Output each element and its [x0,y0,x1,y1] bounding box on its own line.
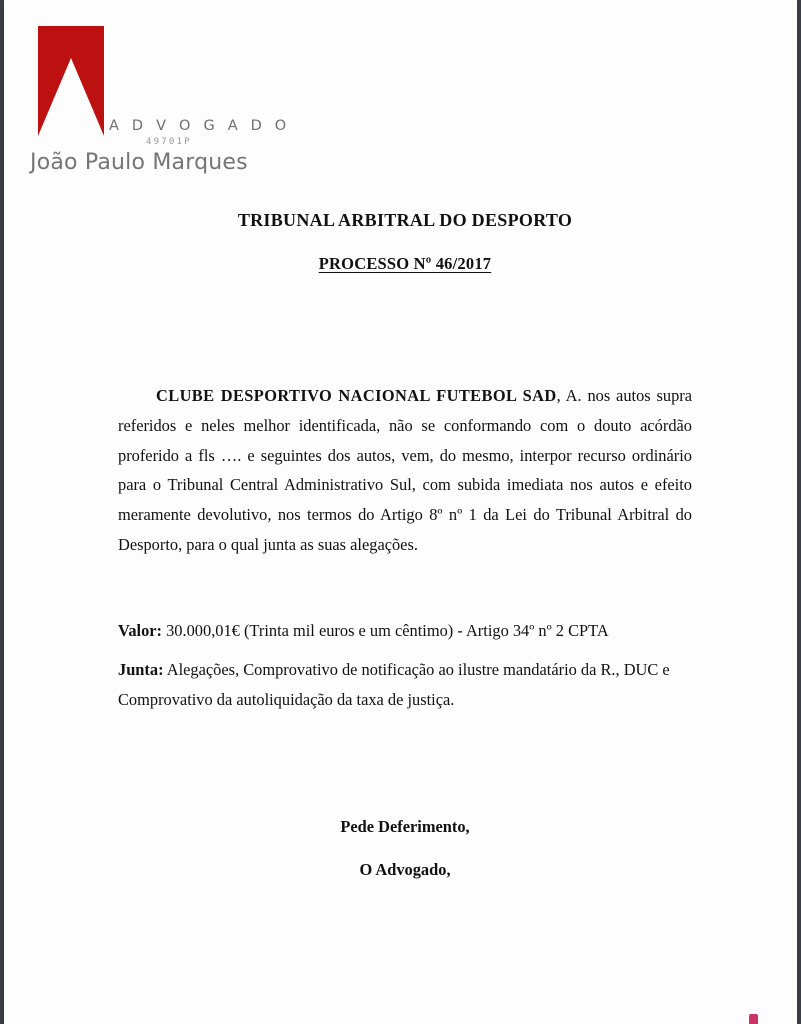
valor-line [118,616,696,646]
page-top-edge [4,0,797,2]
page-surface [4,0,797,1024]
stamp-artifact-icon [749,1014,758,1024]
junta-value: Alegações, Comprovativo de notificação ao ilustre mandatário da R., DUC e Comprovativo da autoliquidação da taxa de justiça. [118,660,670,709]
logo-role-label: A D V O G A D O [109,118,291,134]
logo-license-number: 49701P [146,137,192,147]
closing-signature-label: O Advogado, [359,860,451,879]
body-block [118,381,692,560]
page-title-process [118,254,692,274]
main-paragraph [118,381,692,560]
page-title-court: TRIBUNAL ARBITRAL DO DESPORTO [237,210,573,230]
lawyer-name: João Paulo Marques [30,150,248,175]
letterhead [30,26,291,176]
main-paragraph-text: , A. nos autos supra referidos e neles melhor identificada, não se conformando com o douto acórdão proferido a fls …. e seguintes dos autos, vem, do mesmo, interpor recurso ordinário para o Tribunal Central Administrativo Sul, com subida imediata nos autos e efeito meramente devolutivo, nos termos do Artigo 8º nº 1 da Lei do Tribunal Arbitral do Desporto, para o qual junta as suas alegações. [118,386,692,554]
junta-line [118,655,696,715]
party-name: CLUBE DESPORTIVO NACIONAL FUTEBOL SAD [156,386,557,405]
valor-value: 30.000,01€ (Trinta mil euros e um cêntimo) - Artigo 34º nº 2 CPTA [162,621,609,640]
closing-plea: Pede Deferimento, [340,817,470,836]
lawyer-bookmark-logo-icon [38,26,104,136]
valor-label: Valor: [118,621,163,640]
process-number-text: PROCESSO Nº 46/2017 [318,254,492,273]
junta-label: Junta: [118,660,164,679]
